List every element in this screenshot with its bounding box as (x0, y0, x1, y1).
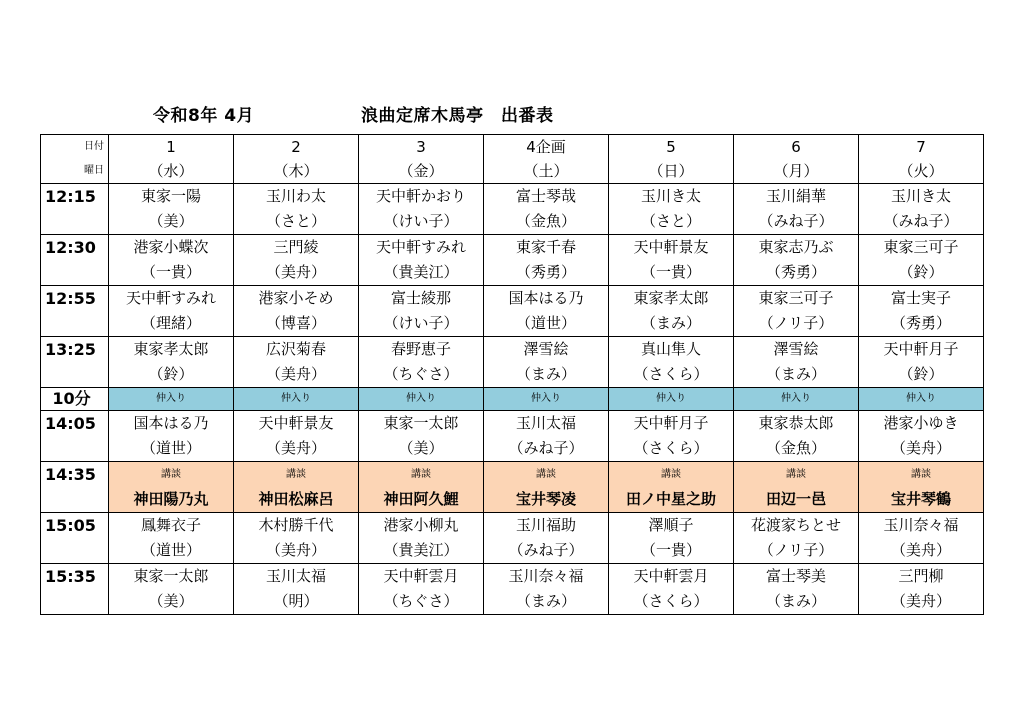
accompanist-name: （美舟） (859, 436, 984, 462)
day-date: 2 (234, 135, 359, 160)
accompanist-name: （美舟） (234, 436, 359, 462)
day-date: 5 (609, 135, 734, 160)
performer-name: 花渡家ちとせ (734, 513, 859, 539)
performer-name: 天中軒すみれ (109, 286, 234, 312)
performer-name: 富士綾那 (359, 286, 484, 312)
performer-name: 国本はる乃 (484, 286, 609, 312)
accompanist-name: （けい子） (359, 311, 484, 337)
accompanist-name: （博喜） (234, 311, 359, 337)
accompanist-name: （まみ） (609, 311, 734, 337)
date-row (41, 135, 984, 160)
performer-name: 東家三可子 (734, 286, 859, 312)
performer-name: 富士琴哉 (484, 184, 609, 210)
slot-time: 15:05 (41, 513, 109, 564)
accompanist-name: （さと） (609, 209, 734, 235)
accompanist-name: （みね子） (859, 209, 984, 235)
intermission-row (41, 388, 984, 411)
kodan-label: 講談 (859, 462, 984, 488)
day-weekday: （月） (734, 159, 859, 184)
accompanist-name: （美舟） (859, 589, 984, 615)
accompanist-name: （美舟） (234, 260, 359, 286)
accompanist-name: （美舟） (859, 538, 984, 564)
accompanist-name: （美） (109, 209, 234, 235)
day-date: 6 (734, 135, 859, 160)
performer-name: 真山隼人 (609, 337, 734, 363)
slot-row-accompanist (41, 589, 984, 615)
performer-name: 玉川絹華 (734, 184, 859, 210)
accompanist-name: （明） (234, 589, 359, 615)
performer-name: 天中軒景友 (234, 411, 359, 437)
accompanist-name: （美） (109, 589, 234, 615)
performer-name: 東家志乃ぶ (734, 235, 859, 261)
accompanist-name: （まみ） (734, 589, 859, 615)
kodan-performer: 宝井琴凌 (484, 487, 609, 513)
performer-name: 富士実子 (859, 286, 984, 312)
kodan-performer: 神田陽乃丸 (109, 487, 234, 513)
day-weekday: （日） (609, 159, 734, 184)
weekday-row (41, 159, 984, 184)
slot-row (41, 235, 984, 261)
page-title: 浪曲定席木馬亭 出番表 (361, 106, 554, 126)
accompanist-name: （さくら） (609, 436, 734, 462)
accompanist-name: （まみ） (484, 362, 609, 388)
performer-name: 港家小蝶次 (109, 235, 234, 261)
kodan-performer: 田辺一邑 (734, 487, 859, 513)
slot-row-accompanist (41, 209, 984, 235)
accompanist-name: （鈴） (859, 260, 984, 286)
slot-row-accompanist (41, 436, 984, 462)
slot-row-accompanist (41, 362, 984, 388)
performer-name: 広沢菊春 (234, 337, 359, 363)
performer-name: 東家一陽 (109, 184, 234, 210)
slot-time: 12:15 (41, 184, 109, 235)
accompanist-name: （美舟） (234, 362, 359, 388)
performer-name: 富士琴美 (734, 564, 859, 590)
performer-name: 東家千春 (484, 235, 609, 261)
performer-name: 天中軒すみれ (359, 235, 484, 261)
intermission-label: 仲入り (359, 388, 484, 411)
slot-row-accompanist (41, 538, 984, 564)
performer-name: 東家一太郎 (359, 411, 484, 437)
weekday-row-label: 曜日 (41, 159, 109, 184)
performer-name: 港家小ゆき (859, 411, 984, 437)
accompanist-name: （みね子） (734, 209, 859, 235)
day-weekday: （土） (484, 159, 609, 184)
slot-row (41, 286, 984, 312)
performer-name: 木村勝千代 (234, 513, 359, 539)
schedule-month: 令和8年 4月 (153, 106, 255, 126)
kodan-label: 講談 (359, 462, 484, 488)
performer-name: 玉川奈々福 (484, 564, 609, 590)
performer-name: 天中軒景友 (609, 235, 734, 261)
accompanist-name: （一貴） (109, 260, 234, 286)
intermission-time: 10分 (41, 388, 109, 411)
intermission-label: 仲入り (859, 388, 984, 411)
intermission-label: 仲入り (609, 388, 734, 411)
performer-name: 東家孝太郎 (109, 337, 234, 363)
schedule-table (40, 134, 984, 615)
accompanist-name: （金魚） (484, 209, 609, 235)
accompanist-name: （鈴） (109, 362, 234, 388)
accompanist-name: （けい子） (359, 209, 484, 235)
kodan-label: 講談 (234, 462, 359, 488)
accompanist-name: （秀勇） (484, 260, 609, 286)
kodan-performer: 神田松麻呂 (234, 487, 359, 513)
performer-name: 天中軒かおり (359, 184, 484, 210)
accompanist-name: （ノリ子） (734, 538, 859, 564)
kodan-label: 講談 (734, 462, 859, 488)
accompanist-name: （金魚） (734, 436, 859, 462)
day-date: 3 (359, 135, 484, 160)
performer-name: 玉川奈々福 (859, 513, 984, 539)
performer-name: 国本はる乃 (109, 411, 234, 437)
accompanist-name: （ちぐさ） (359, 362, 484, 388)
slot-row (41, 564, 984, 590)
slot-row-accompanist (41, 311, 984, 337)
accompanist-name: （さくら） (609, 362, 734, 388)
performer-name: 玉川き太 (859, 184, 984, 210)
performer-name: 東家三可子 (859, 235, 984, 261)
performer-name: 港家小そめ (234, 286, 359, 312)
kodan-performer-row (41, 487, 984, 513)
performer-name: 玉川太福 (484, 411, 609, 437)
accompanist-name: （秀勇） (734, 260, 859, 286)
slot-row (41, 513, 984, 539)
accompanist-name: （道世） (109, 538, 234, 564)
performer-name: 玉川太福 (234, 564, 359, 590)
day-weekday: （金） (359, 159, 484, 184)
kodan-row (41, 462, 984, 488)
accompanist-name: （みね子） (484, 538, 609, 564)
day-weekday: （木） (234, 159, 359, 184)
intermission-label: 仲入り (109, 388, 234, 411)
day-date: 4企画 (484, 135, 609, 160)
accompanist-name: （まみ） (484, 589, 609, 615)
accompanist-name: （鈴） (859, 362, 984, 388)
day-date: 7 (859, 135, 984, 160)
accompanist-name: （まみ） (734, 362, 859, 388)
accompanist-name: （ちぐさ） (359, 589, 484, 615)
performer-name: 天中軒月子 (859, 337, 984, 363)
performer-name: 玉川福助 (484, 513, 609, 539)
performer-name: 港家小柳丸 (359, 513, 484, 539)
accompanist-name: （秀勇） (859, 311, 984, 337)
performer-name: 東家恭太郎 (734, 411, 859, 437)
date-row-label: 日付 (41, 135, 109, 160)
accompanist-name: （貴美江） (359, 260, 484, 286)
performer-name: 天中軒雲月 (609, 564, 734, 590)
performer-name: 三門柳 (859, 564, 984, 590)
intermission-label: 仲入り (484, 388, 609, 411)
kodan-label: 講談 (109, 462, 234, 488)
accompanist-name: （一貴） (609, 260, 734, 286)
performer-name: 澤順子 (609, 513, 734, 539)
performer-name: 澤雪絵 (484, 337, 609, 363)
performer-name: 東家孝太郎 (609, 286, 734, 312)
kodan-time: 14:35 (41, 462, 109, 513)
intermission-label: 仲入り (734, 388, 859, 411)
performer-name: 三門綾 (234, 235, 359, 261)
slot-time: 13:25 (41, 337, 109, 388)
day-date: 1 (109, 135, 234, 160)
accompanist-name: （さと） (234, 209, 359, 235)
accompanist-name: （美） (359, 436, 484, 462)
performer-name: 天中軒月子 (609, 411, 734, 437)
intermission-label: 仲入り (234, 388, 359, 411)
kodan-performer: 田ノ中星之助 (609, 487, 734, 513)
kodan-label: 講談 (609, 462, 734, 488)
accompanist-name: （道世） (484, 311, 609, 337)
accompanist-name: （ノリ子） (734, 311, 859, 337)
accompanist-name: （理緒） (109, 311, 234, 337)
slot-row (41, 337, 984, 363)
slot-row-accompanist (41, 260, 984, 286)
kodan-performer: 神田阿久鯉 (359, 487, 484, 513)
accompanist-name: （道世） (109, 436, 234, 462)
slot-row (41, 411, 984, 437)
slot-time: 15:35 (41, 564, 109, 615)
day-weekday: （火） (859, 159, 984, 184)
slot-row (41, 184, 984, 210)
accompanist-name: （みね子） (484, 436, 609, 462)
performer-name: 東家一太郎 (109, 564, 234, 590)
accompanist-name: （さくら） (609, 589, 734, 615)
performer-name: 鳳舞衣子 (109, 513, 234, 539)
performer-name: 天中軒雲月 (359, 564, 484, 590)
slot-time: 12:30 (41, 235, 109, 286)
slot-time: 12:55 (41, 286, 109, 337)
slot-time: 14:05 (41, 411, 109, 462)
accompanist-name: （一貴） (609, 538, 734, 564)
performer-name: 澤雪絵 (734, 337, 859, 363)
kodan-performer: 宝井琴鶴 (859, 487, 984, 513)
accompanist-name: （貴美江） (359, 538, 484, 564)
accompanist-name: （美舟） (234, 538, 359, 564)
performer-name: 玉川わ太 (234, 184, 359, 210)
kodan-label: 講談 (484, 462, 609, 488)
performer-name: 玉川き太 (609, 184, 734, 210)
performer-name: 春野恵子 (359, 337, 484, 363)
day-weekday: （水） (109, 159, 234, 184)
